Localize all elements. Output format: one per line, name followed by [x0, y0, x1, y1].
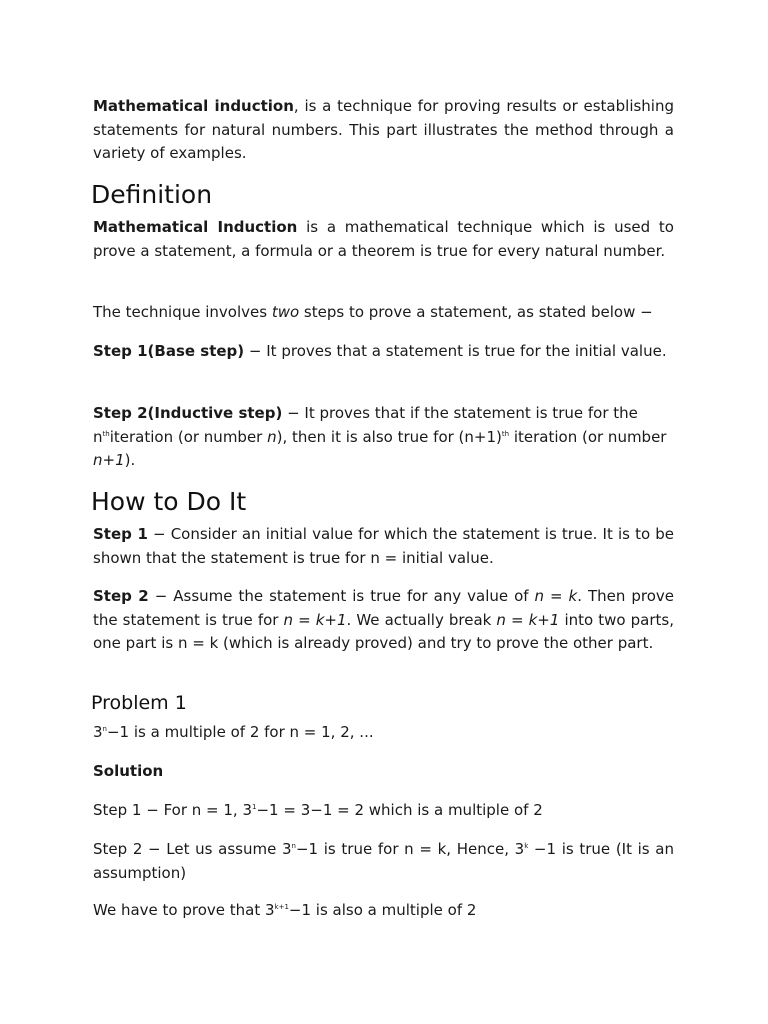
definition-text: is a mathematical technique which is used to prove a statement, a formula or a theorem is true for every natural number. — [93, 218, 674, 260]
inductive-step-paragraph — [93, 402, 674, 473]
intro-text: , is a technique for proving results or establishing statements for natural numbers. This part illustrates the method through a variety of examples. — [93, 97, 674, 162]
involves-text-b: steps to prove a statement, as stated below − — [299, 303, 653, 321]
inductive-text-5: ). — [124, 451, 136, 469]
involves-paragraph — [93, 301, 674, 325]
howto-em-n-k1-b: n = k+1 — [496, 610, 560, 629]
prove-statement — [93, 899, 674, 923]
solution-step1-text-a: Step 1 − For n = 1, 3 — [93, 801, 253, 819]
solution-step1 — [93, 799, 674, 823]
inductive-step-label: Step 2(Inductive step) — [93, 404, 283, 422]
statement-base: 3 — [93, 723, 103, 741]
problem1-statement — [93, 721, 674, 745]
howto-em-n-k: n = k — [534, 587, 578, 605]
prove-text-b: −1 is also a multiple of 2 — [288, 901, 477, 919]
inductive-text-2: iteration (or number — [109, 427, 268, 446]
problem1-heading: Problem 1 — [91, 692, 187, 714]
howto-step2-label: Step 2 — [93, 587, 149, 605]
inductive-text-4: iteration (or number — [509, 427, 667, 446]
howto-step1-paragraph — [93, 523, 674, 570]
howto-em-n-k1-a: n = k+1 — [283, 610, 347, 629]
superscript-th-2: th — [501, 429, 510, 438]
inductive-em-n: n — [267, 427, 277, 446]
howto-step2-text-4: into two parts, one part is n = k (which is already proved) and try to prove the other part. — [93, 610, 675, 652]
statement-exponent: n — [102, 725, 107, 733]
base-step-label: Step 1(Base step) — [93, 342, 245, 360]
solution-step2-exponent-n: n — [291, 842, 296, 850]
solution-step2-exponent-k: k — [524, 842, 529, 850]
statement-rest: −1 is a multiple of 2 for n = 1, 2, ... — [106, 723, 374, 741]
definition-paragraph — [93, 216, 674, 263]
solution-step2-text-a: Step 2 − Let us assume 3 — [93, 840, 292, 858]
intro-paragraph — [93, 95, 674, 166]
howto-step1-label: Step 1 — [93, 525, 148, 543]
involves-emphasis: two — [271, 303, 300, 321]
prove-exponent: k+1 — [274, 903, 289, 911]
superscript-th-1: th — [102, 429, 110, 438]
solution-step1-text-b: −1 = 3−1 = 2 which is a multiple of 2 — [256, 801, 543, 819]
base-step-text: − It proves that a statement is true for the initial value. — [244, 342, 667, 360]
howto-step2-text-3: . We actually break — [346, 610, 497, 629]
solution-label-text: Solution — [93, 762, 164, 780]
howto-step2-paragraph — [93, 585, 674, 656]
definition-term: Mathematical Induction — [93, 218, 298, 236]
base-step-paragraph — [93, 340, 674, 364]
solution-step1-exponent: 1 — [252, 803, 257, 811]
inductive-text-3: ), then it is also true for (n+1) — [276, 427, 502, 446]
intro-term: Mathematical induction — [93, 97, 294, 115]
howto-step2-text-1: − Assume the statement is true for any value of — [148, 587, 535, 605]
involves-text-a: The technique involves — [93, 303, 272, 321]
solution-step2-text-b: −1 is true for n = k, Hence, 3 — [295, 840, 525, 858]
howto-step2-text-2: . Then prove the statement is true for — [93, 587, 674, 629]
inductive-em-n-plus-1: n+1 — [93, 451, 125, 469]
prove-text-a: We have to prove that 3 — [93, 901, 275, 919]
solution-step2 — [93, 838, 674, 885]
how-to-heading: How to Do It — [91, 487, 247, 516]
solution-step2-text-c: −1 is true (It is an assumption) — [93, 840, 674, 882]
inductive-text-1: − It proves that if the statement is true for the n — [93, 404, 638, 446]
solution-label — [93, 760, 674, 784]
definition-heading: Definition — [91, 180, 213, 209]
howto-step1-text: − Consider an initial value for which the statement is true. It is to be shown that the statement is true for n = initial value. — [93, 525, 674, 567]
